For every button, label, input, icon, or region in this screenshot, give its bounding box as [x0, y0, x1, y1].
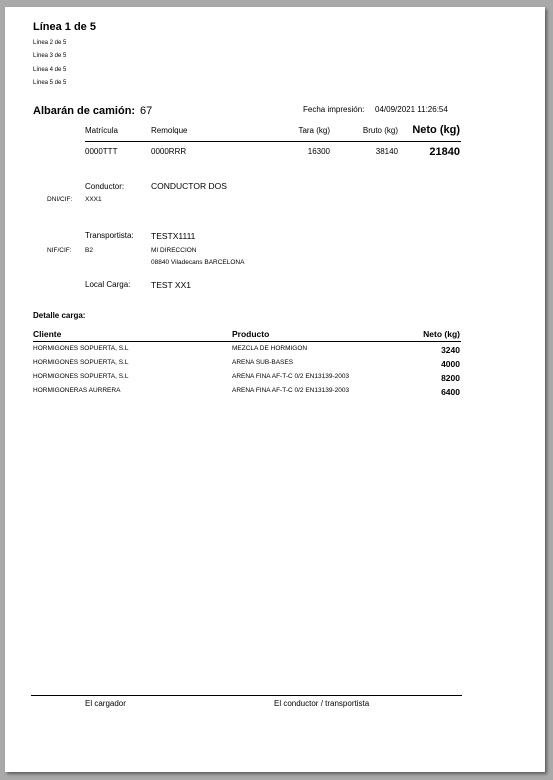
conductor-id-label: DNI/CIF: — [47, 196, 73, 203]
header-line-5: Línea 5 de 5 — [33, 80, 67, 86]
row-producto: ARENA FINA AF-T-C 0/2 EN13139-2003 — [232, 373, 350, 380]
header-neto: Neto (kg) — [412, 124, 460, 136]
signature-cargador: El cargador — [85, 699, 126, 708]
transportista-label: Transportista: — [85, 231, 134, 240]
transportista-address-2: 08840 Viladecans BARCELONA — [151, 259, 245, 266]
header-line-3: Línea 3 de 5 — [33, 53, 67, 59]
row-neto: 4000 — [441, 359, 460, 369]
signature-conductor: El conductor / transportista — [274, 699, 370, 708]
header-line-4: Línea 4 de 5 — [33, 67, 67, 73]
row-producto: ARENA FINA AF-T-C 0/2 EN13139-2003 — [232, 387, 350, 394]
document-title: Línea 1 de 5 — [33, 21, 96, 33]
local-carga-label: Local Carga: — [85, 280, 131, 289]
value-matricula: 0000TTT — [85, 147, 118, 156]
vehicle-header-divider — [85, 141, 461, 142]
row-cliente: HORMIGONERAS AURRERA — [33, 387, 121, 394]
row-cliente: HORMIGONES SOPUERTA, S.L — [33, 373, 129, 380]
signature-line — [31, 695, 462, 696]
document-page — [5, 7, 545, 772]
row-producto: ARENA SUB-BASES — [232, 359, 294, 366]
row-cliente: HORMIGONES SOPUERTA, S.L — [33, 359, 129, 366]
value-neto: 21840 — [429, 146, 460, 158]
row-neto: 8200 — [441, 373, 460, 383]
header-matricula: Matrícula — [85, 126, 118, 135]
row-neto: 3240 — [441, 345, 460, 355]
row-neto: 6400 — [441, 387, 460, 397]
albaran-number: 67 — [140, 105, 153, 117]
print-date: 04/09/2021 11:26:54 — [375, 105, 448, 114]
value-remolque: 0000RRR — [151, 147, 187, 156]
transportista-address-1: MI DIRECCION — [151, 247, 197, 254]
print-date-label: Fecha impresión: — [303, 105, 365, 114]
transportista-id: B2 — [85, 247, 93, 254]
conductor-id: XXX1 — [85, 196, 102, 203]
albaran-label: Albarán de camión: — [33, 105, 136, 117]
conductor-label: Conductor: — [85, 182, 125, 191]
value-tara: 16300 — [307, 147, 330, 156]
header-remolque: Remolque — [151, 126, 188, 135]
header-tara: Tara (kg) — [298, 126, 330, 135]
transportista-id-label: NIF/CIF: — [47, 247, 72, 254]
detalle-title: Detalle carga: — [33, 311, 86, 320]
detalle-header-divider — [33, 341, 461, 342]
transportista-name: TESTX1111 — [151, 231, 196, 241]
row-producto: MEZCLA DE HORMIGON — [232, 345, 308, 352]
header-line-2: Línea 2 de 5 — [33, 40, 67, 46]
conductor-name: CONDUCTOR DOS — [151, 181, 227, 191]
value-bruto: 38140 — [375, 147, 398, 156]
detalle-header-cliente: Cliente — [33, 329, 62, 339]
detalle-header-producto: Producto — [232, 329, 270, 339]
header-bruto: Bruto (kg) — [362, 126, 398, 135]
row-cliente: HORMIGONES SOPUERTA, S.L — [33, 345, 129, 352]
local-carga-value: TEST XX1 — [151, 280, 191, 290]
detalle-header-neto: Neto (kg) — [423, 329, 460, 339]
